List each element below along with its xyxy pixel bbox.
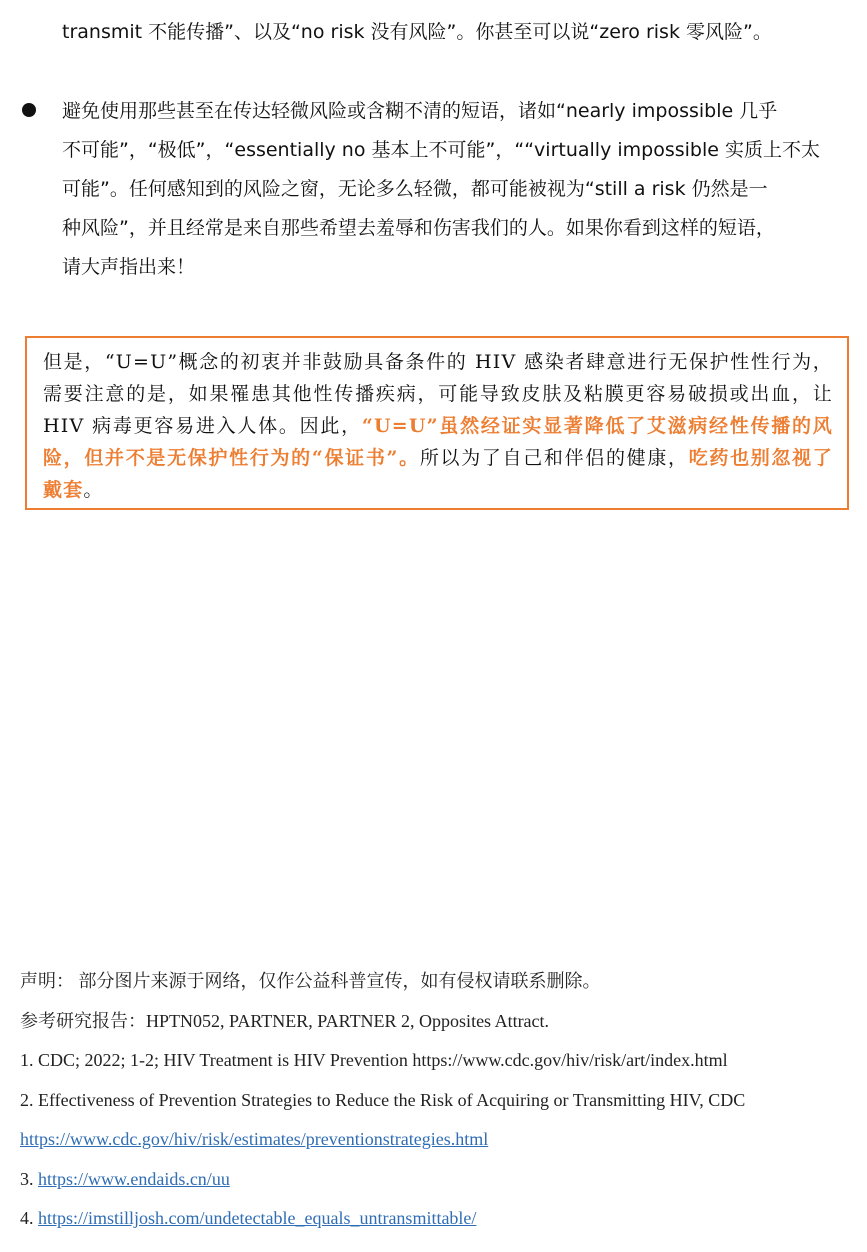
disclaimer: 声明： 部分图片来源于网络，仅作公益科普宣传，如有侵权请联系删除。 (20, 971, 601, 991)
reference-1: 1. CDC; 2022; 1-2; HIV Treatment is HIV Prevention https://www.cdc.gov/hiv/risk/art/index.html (20, 1050, 728, 1070)
notice-box (25, 336, 849, 510)
references-section (20, 962, 860, 1239)
bullet-line: 可能”。任何感知到的风险之窗，无论多么轻微，都可能被视为“still a risk 仍然是一 (62, 178, 768, 200)
reference-3 (20, 1160, 860, 1200)
bullet-line: 避免使用那些甚至在传达轻微风险或含糊不清的短语，诸如“nearly impossible 几乎 (62, 100, 778, 122)
reference-3-link[interactable]: https://www.endaids.cn/uu (38, 1168, 230, 1189)
notice-highlight: 吃药也别忽视了戴套 (43, 447, 833, 501)
notice-text-part: 但是，“U=U”概念的初衷并非鼓励具备条件的 HIV 感染者肆意进行无保护性性行为，需要注意的是，如果罹患其他性传播疾病，可能导致皮肤及粘膜更容易破损或出血，让 HIV 病毒更容易进入人体。因此， (43, 351, 833, 437)
bullet-line: 不可能”，“极低”，“essentially no 基本上不可能”，““virtually impossible 实质上不太 (62, 139, 820, 161)
continued-text-line: transmit 不能传播”、以及“no risk 没有风险”。你甚至可以说“zero risk 零风险”。 (62, 21, 772, 43)
reference-2: 2. Effectiveness of Prevention Strategies to Reduce the Risk of Acquiring or Transmitting HIV, CDC (20, 1089, 746, 1110)
notice-paragraph (43, 346, 833, 506)
reference-2-link-line (20, 1120, 860, 1160)
filled-circle-bullet-icon (22, 103, 36, 117)
reference-4-link[interactable]: https://imstilljosh.com/undetectable_equals_untransmittable/ (38, 1208, 477, 1228)
reference-3-number: 3. (20, 1168, 38, 1189)
notice-highlight: “U=U”虽然经证实显著降低了艾滋病经性传播的风险，但并不是无保护性行为的“保证书”。 (43, 415, 833, 469)
reference-4 (20, 1199, 860, 1239)
bullet-line: 种风险”，并且经常是来自那些希望去羞辱和伤害我们的人。如果你看到这样的短语， (62, 217, 775, 239)
bullet-line: 请大声指出来！ (62, 256, 196, 278)
notice-text-part: 所以为了自己和伴侣的健康， (419, 447, 689, 469)
notice-text-part: 。 (83, 479, 104, 501)
reference-2-link[interactable]: https://www.cdc.gov/hiv/risk/estimates/preventionstrategies.html (20, 1129, 489, 1149)
reference-4-number: 4. (20, 1208, 38, 1228)
bullet-paragraph (62, 92, 852, 287)
research-reports: 参考研究报告：HPTN052, PARTNER, PARTNER 2, Opposites Attract. (20, 1010, 550, 1031)
